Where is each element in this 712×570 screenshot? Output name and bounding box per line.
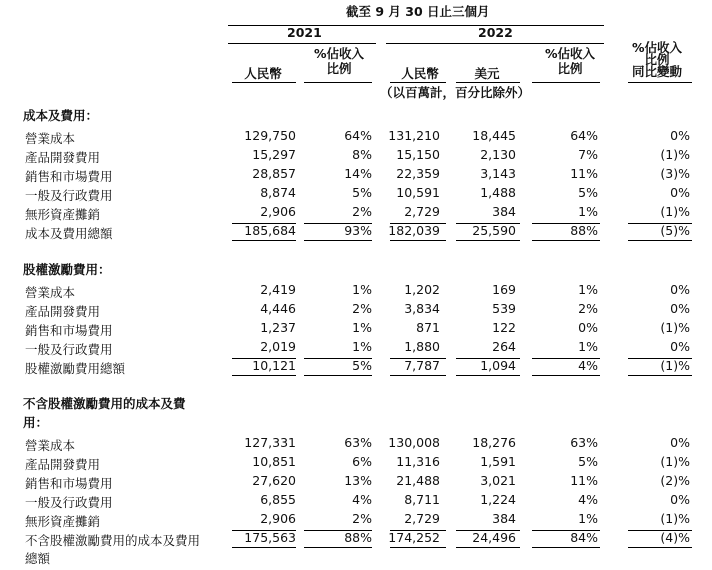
value-cell: 539 <box>492 301 516 316</box>
value-cell: 0% <box>670 128 690 143</box>
total-rule-below-0-3 <box>456 240 520 241</box>
total-rule-below-1-1 <box>304 375 372 376</box>
total-rule-below-2-2 <box>390 547 446 548</box>
value-cell: 2% <box>578 301 598 316</box>
value-cell: 130,008 <box>388 435 440 450</box>
total-rule-below-0-2 <box>390 240 446 241</box>
value-cell: 14% <box>344 166 372 181</box>
total-rule-below-2-5 <box>628 547 692 548</box>
total-value-cell: 5% <box>352 358 372 373</box>
value-cell: 2% <box>352 301 372 316</box>
total-value-cell: 1,094 <box>480 358 516 373</box>
value-cell: 1% <box>578 511 598 526</box>
total-rule-below-0-5 <box>628 240 692 241</box>
value-cell: 1% <box>352 282 372 297</box>
total-value-cell: 174,252 <box>388 530 440 545</box>
row-label: 產品開發費用 <box>25 150 101 165</box>
section-title-2: 不含股權激勵費用的成本及費 用： <box>23 396 186 430</box>
column-header-col_usd_2022: 美元 <box>474 66 500 81</box>
row-label: 營業成本 <box>25 285 76 300</box>
value-cell: 8,711 <box>404 492 440 507</box>
value-cell: 122 <box>492 320 516 335</box>
value-cell: 8,874 <box>260 185 296 200</box>
value-cell: 1,591 <box>480 454 516 469</box>
value-cell: 1% <box>352 339 372 354</box>
value-cell: 6,855 <box>260 492 296 507</box>
value-cell: 3,021 <box>480 473 516 488</box>
value-cell: 129,750 <box>244 128 296 143</box>
year-2021-underline <box>228 43 376 44</box>
total-value-cell: (5)% <box>660 223 690 238</box>
value-cell: 6% <box>352 454 372 469</box>
period-header: 截至 9 月 30 日止三個月 <box>346 4 490 19</box>
row-label: 一般及行政費用 <box>25 342 113 357</box>
total-rule-below-1-0 <box>232 375 296 376</box>
value-cell: (1)% <box>660 454 690 469</box>
value-cell: 10,591 <box>396 185 440 200</box>
value-cell: (1)% <box>660 204 690 219</box>
total-value-cell: 93% <box>344 223 372 238</box>
column-header-underline-2 <box>390 82 446 83</box>
value-cell: 13% <box>344 473 372 488</box>
value-cell: 18,276 <box>472 435 516 450</box>
column-header-underline-1 <box>304 82 372 83</box>
total-rule-below-2-0 <box>232 547 296 548</box>
column-header-col_rmb_2021: 人民幣 <box>244 66 282 81</box>
value-cell: (1)% <box>660 511 690 526</box>
value-cell: (3)% <box>660 166 690 181</box>
total-row-label: 成本及費用總額 <box>25 226 113 241</box>
value-cell: 0% <box>670 185 690 200</box>
value-cell: 169 <box>492 282 516 297</box>
total-rule-below-2-4 <box>532 547 600 548</box>
column-header-underline-3 <box>456 82 520 83</box>
year-2021-header: 2021 <box>287 25 322 40</box>
value-cell: 0% <box>670 339 690 354</box>
total-rule-below-0-4 <box>532 240 600 241</box>
value-cell: 11% <box>570 473 598 488</box>
value-cell: 2,130 <box>480 147 516 162</box>
value-cell: 15,150 <box>396 147 440 162</box>
section-title-1: 股權激勵費用： <box>23 262 111 277</box>
total-value-cell: 182,039 <box>388 223 440 238</box>
row-label: 營業成本 <box>25 438 76 453</box>
total-value-cell: 185,684 <box>244 223 296 238</box>
period-underline <box>228 25 604 26</box>
value-cell: 5% <box>578 454 598 469</box>
value-cell: 28,857 <box>252 166 296 181</box>
value-cell: 2% <box>352 511 372 526</box>
total-value-cell: (1)% <box>660 358 690 373</box>
total-value-cell: 10,121 <box>252 358 296 373</box>
value-cell: 2,906 <box>260 511 296 526</box>
total-value-cell: 25,590 <box>472 223 516 238</box>
value-cell: 11,316 <box>396 454 440 469</box>
total-rule-below-1-4 <box>532 375 600 376</box>
value-cell: 4% <box>578 492 598 507</box>
value-cell: 0% <box>670 435 690 450</box>
column-header-underline-4 <box>532 82 600 83</box>
value-cell: 1,224 <box>480 492 516 507</box>
value-cell: 1% <box>352 320 372 335</box>
value-cell: 2,419 <box>260 282 296 297</box>
value-cell: 0% <box>670 301 690 316</box>
value-cell: 22,359 <box>396 166 440 181</box>
value-cell: 8% <box>352 147 372 162</box>
unit-note: （以百萬計，百分比除外） <box>380 85 531 100</box>
value-cell: 1% <box>578 282 598 297</box>
value-cell: 384 <box>492 204 516 219</box>
value-cell: 3,143 <box>480 166 516 181</box>
total-value-cell: 4% <box>578 358 598 373</box>
value-cell: 264 <box>492 339 516 354</box>
row-label: 產品開發費用 <box>25 304 101 319</box>
total-value-cell: 7,787 <box>404 358 440 373</box>
row-label: 產品開發費用 <box>25 457 101 472</box>
column-header-col_pct_2022: %佔收入 比例 <box>544 46 596 76</box>
value-cell: 2,019 <box>260 339 296 354</box>
total-rule-below-1-2 <box>390 375 446 376</box>
value-cell: 871 <box>416 320 440 335</box>
total-value-cell: 84% <box>570 530 598 545</box>
value-cell: 0% <box>670 492 690 507</box>
value-cell: 63% <box>344 435 372 450</box>
row-label: 銷售和市場費用 <box>25 323 113 338</box>
total-value-cell: 88% <box>570 223 598 238</box>
value-cell: 15,297 <box>252 147 296 162</box>
value-cell: 11% <box>570 166 598 181</box>
row-label: 無形資產攤銷 <box>25 207 101 222</box>
section-title-0: 成本及費用： <box>23 108 99 123</box>
column-header-col_pct_2021: %佔收入 比例 <box>313 46 365 76</box>
total-row-label: 股權激勵費用總額 <box>25 361 126 376</box>
value-cell: 27,620 <box>252 473 296 488</box>
value-cell: 64% <box>344 128 372 143</box>
total-rule-below-0-1 <box>304 240 372 241</box>
value-cell: 384 <box>492 511 516 526</box>
value-cell: 2,906 <box>260 204 296 219</box>
value-cell: 7% <box>578 147 598 162</box>
value-cell: 127,331 <box>244 435 296 450</box>
value-cell: 5% <box>352 185 372 200</box>
value-cell: 0% <box>670 282 690 297</box>
value-cell: 10,851 <box>252 454 296 469</box>
column-header-underline-0 <box>232 82 296 83</box>
value-cell: (2)% <box>660 473 690 488</box>
year-2022-underline <box>386 43 604 44</box>
value-cell: 1,488 <box>480 185 516 200</box>
value-cell: 1,237 <box>260 320 296 335</box>
value-cell: 21,488 <box>396 473 440 488</box>
row-label: 銷售和市場費用 <box>25 476 113 491</box>
total-rule-below-2-3 <box>456 547 520 548</box>
value-cell: 1,202 <box>404 282 440 297</box>
row-label: 一般及行政費用 <box>25 188 113 203</box>
total-value-cell: 88% <box>344 530 372 545</box>
total-value-cell: (4)% <box>660 530 690 545</box>
total-value-cell: 24,496 <box>472 530 516 545</box>
total-rule-below-1-5 <box>628 375 692 376</box>
value-cell: 3,834 <box>404 301 440 316</box>
value-cell: 5% <box>578 185 598 200</box>
value-cell: (1)% <box>660 320 690 335</box>
column-header-col_yoy: %佔收入 比例 同比變動 <box>631 40 683 79</box>
total-rule-below-1-3 <box>456 375 520 376</box>
value-cell: 63% <box>570 435 598 450</box>
total-rule-below-0-0 <box>232 240 296 241</box>
total-value-cell: 175,563 <box>244 530 296 545</box>
value-cell: 64% <box>570 128 598 143</box>
row-label: 一般及行政費用 <box>25 495 113 510</box>
value-cell: 2% <box>352 204 372 219</box>
value-cell: (1)% <box>660 147 690 162</box>
total-rule-below-2-1 <box>304 547 372 548</box>
total-row-label: 不含股權激勵費用的成本及費用 總額 <box>25 533 201 566</box>
value-cell: 2,729 <box>404 204 440 219</box>
column-header-col_rmb_2022: 人民幣 <box>401 66 439 81</box>
value-cell: 131,210 <box>388 128 440 143</box>
year-2022-header: 2022 <box>478 25 513 40</box>
value-cell: 1,880 <box>404 339 440 354</box>
value-cell: 4% <box>352 492 372 507</box>
column-header-underline-5 <box>628 82 692 83</box>
value-cell: 4,446 <box>260 301 296 316</box>
value-cell: 18,445 <box>472 128 516 143</box>
row-label: 營業成本 <box>25 131 76 146</box>
value-cell: 0% <box>578 320 598 335</box>
row-label: 銷售和市場費用 <box>25 169 113 184</box>
row-label: 無形資產攤銷 <box>25 514 101 529</box>
value-cell: 1% <box>578 204 598 219</box>
value-cell: 1% <box>578 339 598 354</box>
value-cell: 2,729 <box>404 511 440 526</box>
